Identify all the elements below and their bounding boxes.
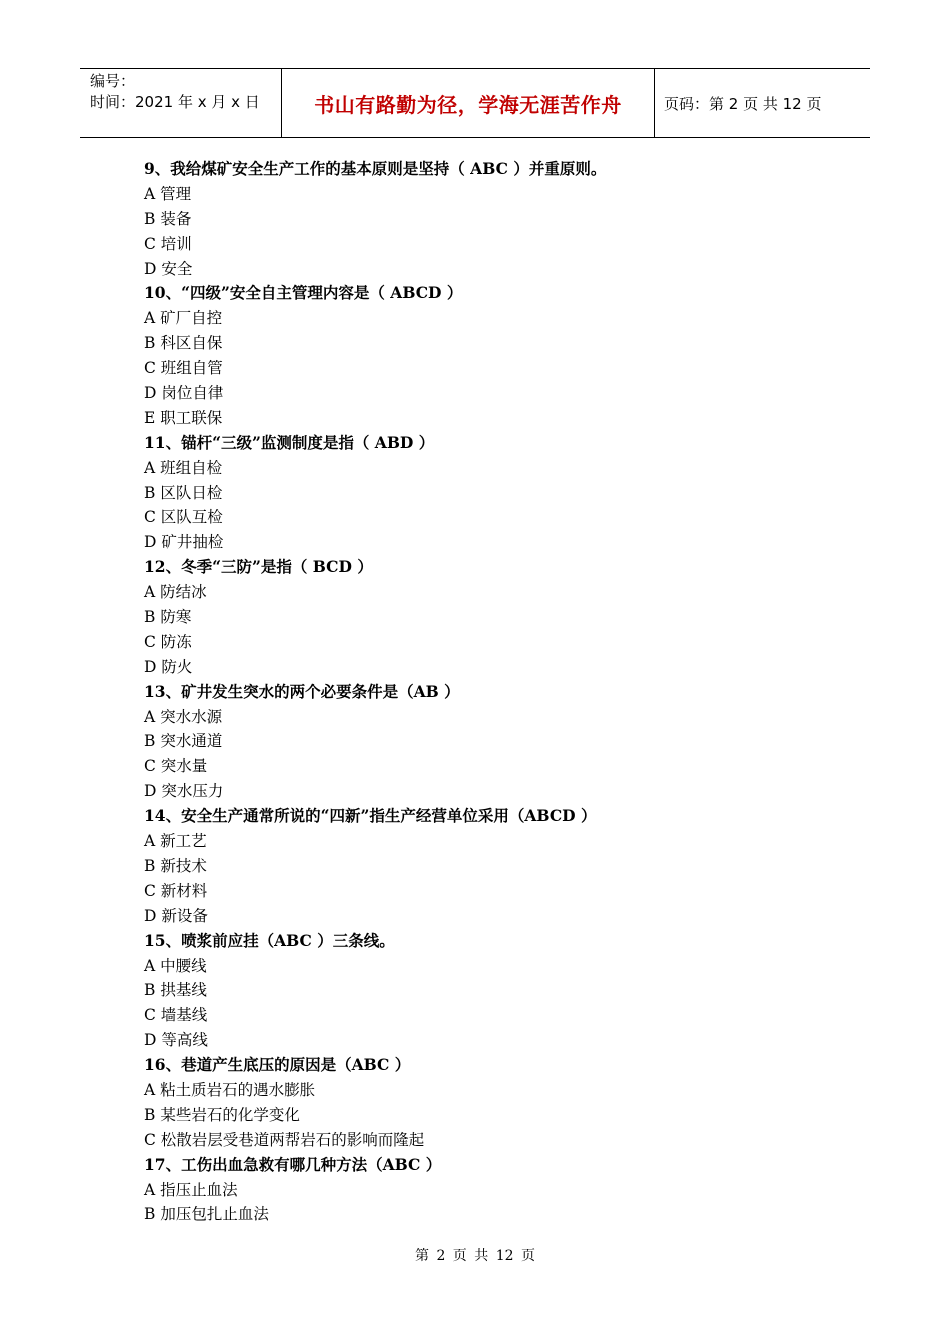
question-title: 17、工伤出血急救有哪几种方法（ABC ） xyxy=(144,1154,442,1174)
answer-option: A 防结冰 xyxy=(144,583,207,602)
answer-option: C 新材料 xyxy=(144,881,208,900)
question-title: 14、安全生产通常所说的“四新”指生产经营单位采用（ABCD ） xyxy=(144,806,597,826)
answer-option: E 职工联保 xyxy=(144,408,223,427)
question-title: 15、喷浆前应挂（ABC ）三条线。 xyxy=(144,930,395,950)
question-title: 12、冬季“三防”是指（ BCD ） xyxy=(144,557,373,577)
answer-option: D 岗位自律 xyxy=(144,384,224,403)
answer-option: B 防寒 xyxy=(144,608,192,627)
answer-option: B 某些岩石的化学变化 xyxy=(144,1105,300,1124)
answer-option: D 防火 xyxy=(144,657,193,676)
answer-option: C 突水量 xyxy=(144,757,208,776)
answer-option: B 拱基线 xyxy=(144,981,207,1000)
page-footer: 第 2 页 共 12 页 xyxy=(415,1248,535,1264)
answer-option: B 突水通道 xyxy=(144,732,223,751)
answer-option: A 指压止血法 xyxy=(144,1180,238,1199)
answer-option: B 加压包扎止血法 xyxy=(144,1205,269,1224)
header-page-info: 页码：第 2 页 共 12 页 xyxy=(664,95,822,113)
question-title: 13、矿井发生突水的两个必要条件是（AB ） xyxy=(144,681,460,701)
question-title: 11、锚杆“三级”监测制度是指（ ABD ） xyxy=(144,432,435,452)
question-list xyxy=(144,157,844,1227)
answer-option: B 科区自保 xyxy=(144,334,223,353)
answer-option: B 新技术 xyxy=(144,856,207,875)
answer-option: C 区队互检 xyxy=(144,508,223,527)
header-meta xyxy=(90,71,280,113)
page-header xyxy=(80,68,870,138)
answer-option: B 装备 xyxy=(144,209,192,228)
answer-option: B 区队日检 xyxy=(144,483,223,502)
answer-option: C 培训 xyxy=(144,234,192,253)
header-motto: 书山有路勤为径，学海无涯苦作舟 xyxy=(314,93,622,117)
question-title: 9、我给煤矿安全生产工作的基本原则是坚持（ ABC ）并重原则。 xyxy=(144,159,607,178)
answer-option: A 突水水源 xyxy=(144,707,223,726)
answer-option: A 矿厂自控 xyxy=(144,309,223,328)
answer-option: D 矿井抽检 xyxy=(144,533,224,552)
answer-option: C 墙基线 xyxy=(144,1006,208,1025)
answer-option: A 粘土质岩石的遇水膨胀 xyxy=(144,1080,316,1099)
answer-option: A 新工艺 xyxy=(144,832,207,851)
answer-option: D 等高线 xyxy=(144,1031,208,1050)
header-divider xyxy=(654,69,655,137)
answer-option: C 松散岩层受巷道两帮岩石的影响而隆起 xyxy=(144,1130,425,1149)
answer-option: A 管理 xyxy=(144,184,192,203)
answer-option: A 班组自检 xyxy=(144,458,223,477)
serial-number-label: 编号： xyxy=(90,72,136,90)
answer-option: D 突水压力 xyxy=(144,782,224,801)
question-title: 16、巷道产生底压的原因是（ABC ） xyxy=(144,1055,411,1075)
answer-option: C 防冻 xyxy=(144,632,192,651)
answer-option: D 安全 xyxy=(144,259,193,278)
answer-option: D 新设备 xyxy=(144,906,208,925)
answer-option: C 班组自管 xyxy=(144,359,223,378)
date-label: 时间：2021 年 x 月 x 日 xyxy=(90,93,260,111)
question-title: 10、“四级”安全自主管理内容是（ ABCD ） xyxy=(144,283,463,303)
answer-option: A 中腰线 xyxy=(144,956,207,975)
